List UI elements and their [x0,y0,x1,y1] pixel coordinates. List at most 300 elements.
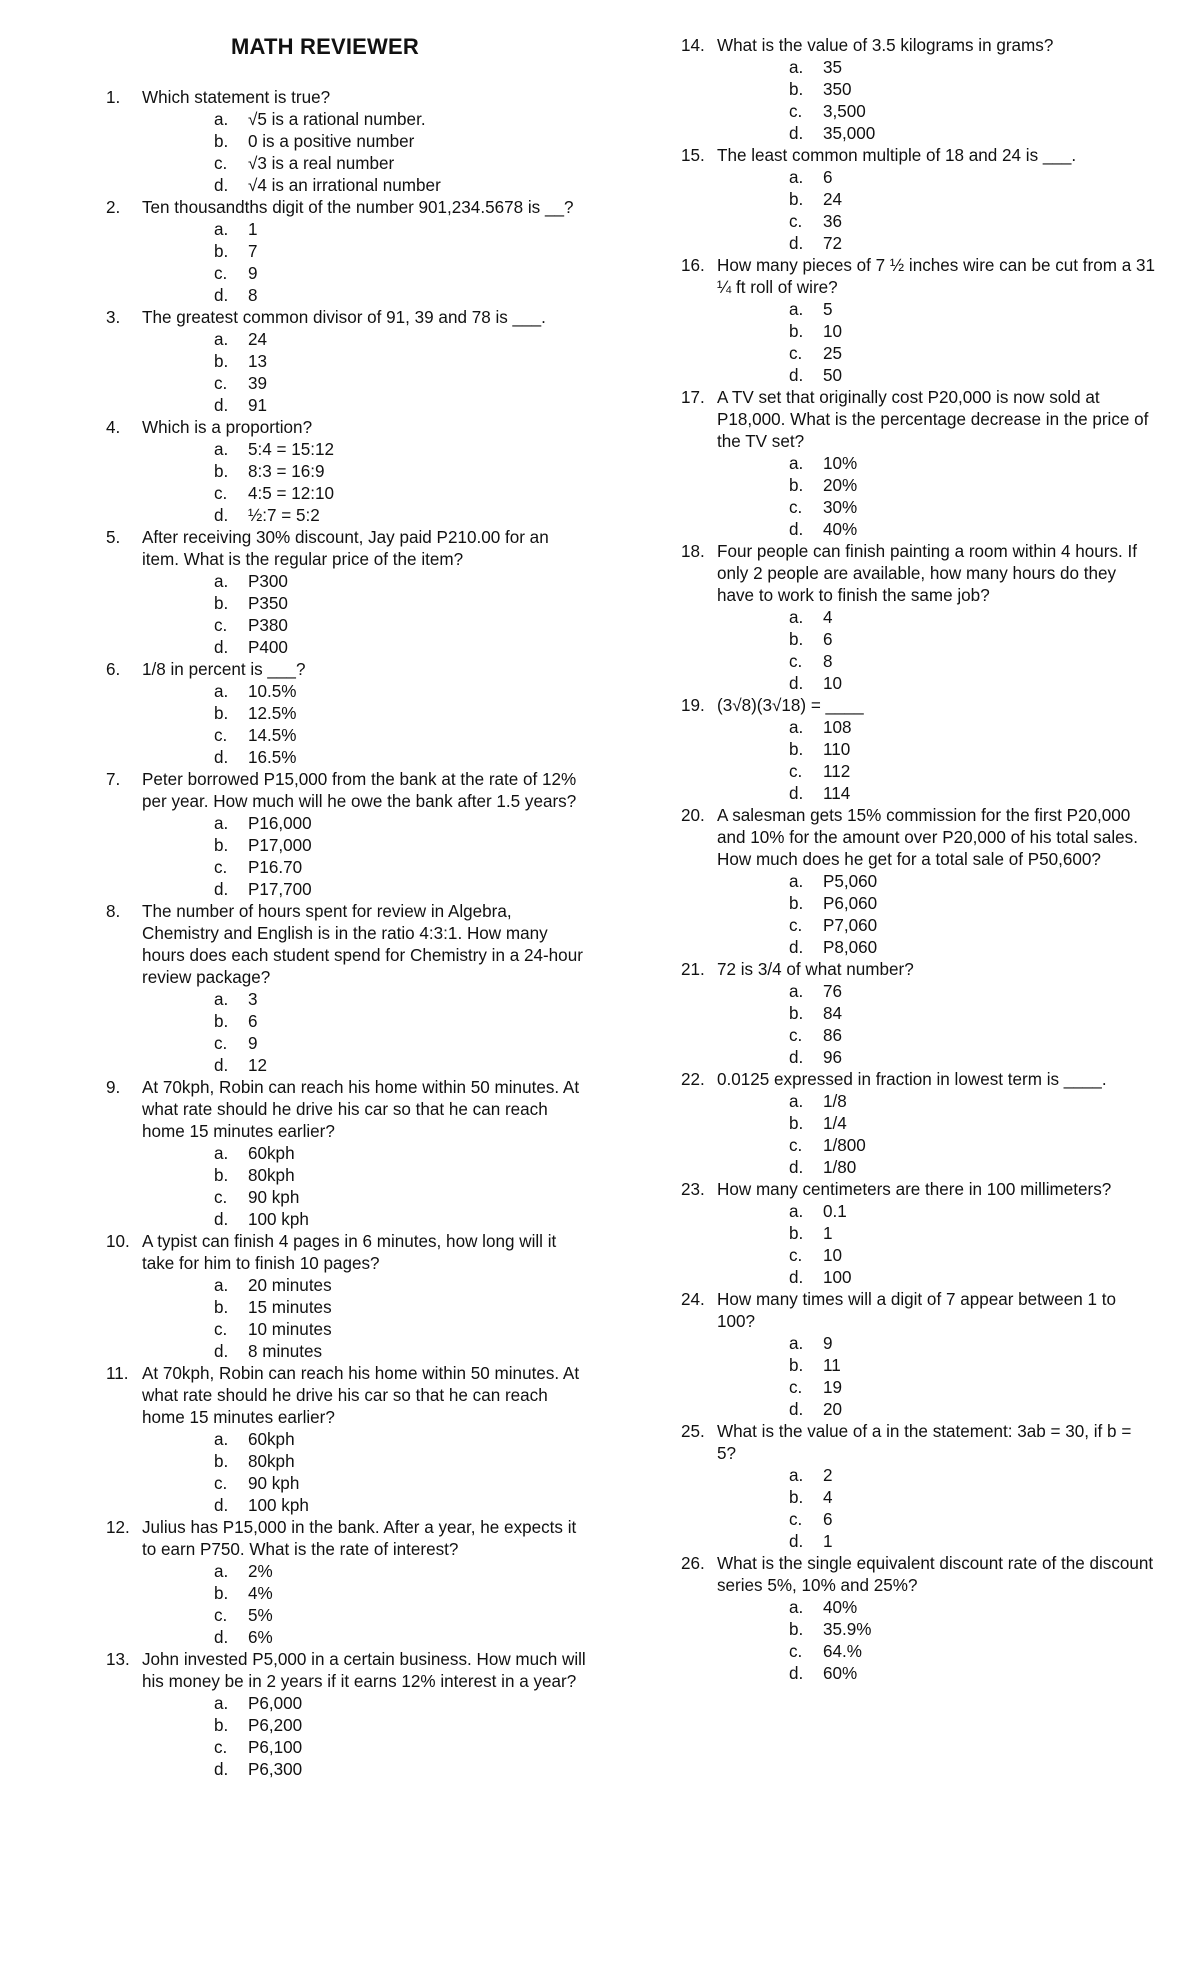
answer-option [717,453,1155,475]
question-item [681,1069,1155,1179]
option-text: 1/4 [823,1114,847,1133]
answer-option [142,1627,590,1649]
answer-option [142,131,590,153]
option-letter: a. [789,1092,804,1111]
option-letter: b. [214,132,229,151]
answer-option [717,673,1155,695]
answer-option [142,1319,590,1341]
option-text: P6,200 [248,1716,303,1735]
option-letter: d. [214,1056,229,1075]
answer-options [717,299,1155,387]
question-text: Peter borrowed P15,000 from the bank at the rate of 12% per year. How much will he owe the bank after 1.5 years? [142,770,577,811]
option-text: 1 [823,1532,833,1551]
question-text: A salesman gets 15% commission for the first P20,000 and 10% for the amount over P20,000 of his total sales. How much does he get for a total sale of P50,600? [717,806,1138,869]
option-letter: d. [789,1158,804,1177]
option-text: 60kph [248,1430,295,1449]
option-text: P350 [248,594,288,613]
question-text: (3√8)(3√18) = ____ [717,696,864,715]
option-letter: b. [789,630,804,649]
question-number: 5. [106,528,121,547]
option-text: 5% [248,1606,273,1625]
option-letter: c. [789,762,803,781]
option-letter: c. [214,1738,228,1757]
answer-options [717,1597,1155,1685]
option-text: √5 is a rational number. [248,110,426,129]
question-text: Ten thousandths digit of the number 901,234.5678 is __? [142,198,574,217]
answer-option [142,1165,590,1187]
answer-options [717,1333,1155,1421]
answer-option [142,835,590,857]
option-letter: b. [789,1488,804,1507]
option-letter: b. [789,894,804,913]
option-letter: c. [214,858,228,877]
option-letter: a. [789,300,804,319]
answer-option [717,1399,1155,1421]
answer-option [142,1143,590,1165]
option-letter: c. [214,1606,228,1625]
option-letter: b. [789,190,804,209]
option-letter: c. [789,1378,803,1397]
question-item [681,805,1155,959]
answer-option [717,1201,1155,1223]
question-text: At 70kph, Robin can reach his home within 50 minutes. At what rate should he drive his car so that he can reach home 15 minutes earlier? [142,1078,580,1141]
option-text: P16.70 [248,858,303,877]
answer-option [142,637,590,659]
question-item [106,1363,590,1517]
option-letter: d. [789,234,804,253]
option-text: 24 [823,190,843,209]
question-item [106,197,590,307]
option-letter: b. [789,1004,804,1023]
answer-option [717,167,1155,189]
option-text: 5:4 = 15:12 [248,440,335,459]
question-number: 10. [106,1232,130,1251]
option-text: P7,060 [823,916,878,935]
question-number: 20. [681,806,705,825]
answer-options [717,453,1155,541]
option-letter: b. [789,322,804,341]
answer-option [142,351,590,373]
option-letter: d. [789,1048,804,1067]
answer-options [717,167,1155,255]
option-text: 8 [248,286,258,305]
answer-option [142,1341,590,1363]
answer-options [717,57,1155,145]
option-letter: d. [214,176,229,195]
option-letter: b. [214,242,229,261]
answer-options [717,981,1155,1069]
question-number: 22. [681,1070,705,1089]
option-letter: d. [789,520,804,539]
answer-option [717,1223,1155,1245]
question-text: 0.0125 expressed in fraction in lowest term is ____. [717,1070,1107,1089]
option-text: 9 [248,264,258,283]
answer-option [717,1619,1155,1641]
option-text: 25 [823,344,843,363]
question-text: Julius has P15,000 in the bank. After a year, he expects it to earn P750. What is the rate of interest? [142,1518,577,1559]
answer-options [142,813,590,901]
answer-option [717,321,1155,343]
option-letter: d. [789,366,804,385]
question-item [681,1421,1155,1553]
answer-option [717,981,1155,1003]
option-letter: a. [214,1276,229,1295]
answer-option [142,373,590,395]
option-letter: b. [789,1114,804,1133]
answer-option [142,1451,590,1473]
answer-option [717,497,1155,519]
question-item [681,959,1155,1069]
option-letter: b. [214,594,229,613]
option-letter: c. [789,1136,803,1155]
question-item [106,1231,590,1363]
option-letter: a. [789,1202,804,1221]
answer-option [142,109,590,131]
option-text: 1/8 [823,1092,847,1111]
question-text: What is the single equivalent discount rate of the discount series 5%, 10% and 25%? [717,1554,1154,1595]
answer-option [142,1187,590,1209]
answer-option [717,211,1155,233]
option-letter: d. [789,674,804,693]
answer-option [142,483,590,505]
option-text: 100 [823,1268,852,1287]
answer-option [142,1605,590,1627]
answer-options [142,109,590,197]
answer-option [142,747,590,769]
answer-option [717,1641,1155,1663]
question-text: What is the value of a in the statement: 3ab = 30, if b = 5? [717,1422,1132,1463]
option-text: 30% [823,498,858,517]
answer-option [142,1209,590,1231]
option-letter: d. [214,1496,229,1515]
option-letter: c. [214,1474,228,1493]
option-text: P6,300 [248,1760,303,1779]
question-number: 12. [106,1518,130,1537]
answer-option [717,343,1155,365]
option-text: 114 [823,784,851,803]
option-letter: a. [214,990,229,1009]
option-text: 1/800 [823,1136,866,1155]
option-letter: a. [214,440,229,459]
option-letter: a. [789,608,804,627]
answer-options [717,1465,1155,1553]
option-text: 1 [823,1224,833,1243]
answer-option [717,1333,1155,1355]
option-letter: b. [214,1716,229,1735]
answer-option [717,915,1155,937]
option-letter: b. [214,352,229,371]
answer-option [142,593,590,615]
answer-options [717,607,1155,695]
option-letter: a. [214,1144,229,1163]
option-letter: d. [214,1210,229,1229]
answer-options [142,1561,590,1649]
option-letter: a. [789,454,804,473]
option-letter: c. [789,212,803,231]
question-number: 3. [106,308,121,327]
answer-option [142,1693,590,1715]
question-number: 15. [681,146,705,165]
option-letter: d. [214,286,229,305]
option-text: 0.1 [823,1202,847,1221]
option-text: 9 [248,1034,258,1053]
option-text: 60% [823,1664,858,1683]
option-letter: b. [789,1356,804,1375]
question-text: How many times will a digit of 7 appear between 1 to 100? [717,1290,1117,1331]
answer-option [142,989,590,1011]
answer-option [717,79,1155,101]
answer-option [717,783,1155,805]
option-text: P5,060 [823,872,878,891]
question-number: 21. [681,960,705,979]
option-text: 2% [248,1562,273,1581]
question-text: 1/8 in percent is ___? [142,660,306,679]
answer-option [717,1355,1155,1377]
question-item [106,527,590,659]
option-text: 8 [823,652,833,671]
answer-option [142,813,590,835]
question-number: 8. [106,902,121,921]
option-text: P300 [248,572,288,591]
answer-option [717,937,1155,959]
option-letter: a. [214,330,229,349]
option-letter: d. [214,638,229,657]
option-text: 15 minutes [248,1298,332,1317]
option-letter: c. [789,102,803,121]
right-column [681,35,1155,1685]
question-item [681,35,1155,145]
option-text: P6,060 [823,894,878,913]
option-letter: a. [214,682,229,701]
option-text: √4 is an irrational number [248,176,441,195]
answer-option [717,1487,1155,1509]
option-letter: c. [214,264,228,283]
answer-option [717,1047,1155,1069]
option-letter: b. [789,740,804,759]
option-letter: c. [789,652,803,671]
answer-options [142,1693,590,1781]
option-text: 24 [248,330,268,349]
question-item [106,417,590,527]
answer-option [717,101,1155,123]
option-letter: d. [214,1342,229,1361]
option-letter: c. [214,1320,228,1339]
option-letter: c. [789,1510,803,1529]
option-letter: c. [214,616,228,635]
option-letter: d. [214,880,229,899]
answer-option [717,475,1155,497]
answer-option [142,1495,590,1517]
option-text: 90 kph [248,1474,300,1493]
question-item [106,1649,590,1781]
answer-option [142,1759,590,1781]
option-text: 80kph [248,1452,295,1471]
option-text: 39 [248,374,268,393]
answer-option [717,1157,1155,1179]
answer-options [717,1201,1155,1289]
question-number: 25. [681,1422,705,1441]
question-number: 4. [106,418,121,437]
option-text: 1 [248,220,258,239]
option-letter: a. [789,1334,804,1353]
question-item [106,87,590,197]
answer-option [142,1297,590,1319]
option-text: P380 [248,616,288,635]
question-number: 13. [106,1650,130,1669]
option-text: 35,000 [823,124,876,143]
answer-option [142,857,590,879]
option-letter: c. [214,154,228,173]
option-text: P400 [248,638,288,657]
option-text: 35.9% [823,1620,872,1639]
answer-option [142,285,590,307]
option-letter: b. [789,1620,804,1639]
option-letter: b. [214,836,229,855]
option-letter: a. [214,220,229,239]
option-letter: c. [789,498,803,517]
answer-option [717,717,1155,739]
answer-options [142,1275,590,1363]
answer-option [142,263,590,285]
answer-option [717,1663,1155,1685]
answer-option [142,241,590,263]
question-text: A TV set that originally cost P20,000 is now sold at P18,000. What is the percentage decrease in the price of the TV set? [717,388,1149,451]
option-text: 86 [823,1026,843,1045]
question-text: Four people can finish painting a room within 4 hours. If only 2 people are available, how many hours do they have to work to finish the same job? [717,542,1137,605]
option-text: P6,000 [248,1694,303,1713]
answer-option [142,219,590,241]
answer-option [142,1715,590,1737]
option-text: 4:5 = 12:10 [248,484,335,503]
answer-option [142,1561,590,1583]
answer-option [717,189,1155,211]
answer-option [717,123,1155,145]
option-text: 96 [823,1048,843,1067]
option-letter: c. [214,374,228,393]
question-number: 17. [681,388,705,407]
option-letter: d. [789,1664,804,1683]
option-letter: c. [789,1026,803,1045]
option-letter: a. [789,1466,804,1485]
option-text: 0 is a positive number [248,132,415,151]
question-text: What is the value of 3.5 kilograms in grams? [717,36,1054,55]
option-text: 6 [248,1012,258,1031]
question-item [681,1553,1155,1685]
question-text: At 70kph, Robin can reach his home within 50 minutes. At what rate should he drive his car so that he can reach home 15 minutes earlier? [142,1364,580,1427]
option-text: 35 [823,58,843,77]
option-text: ½:7 = 5:2 [248,506,320,525]
option-text: 10.5% [248,682,297,701]
option-letter: c. [214,484,228,503]
option-text: 3,500 [823,102,866,121]
question-text: A typist can finish 4 pages in 6 minutes, how long will it take for him to finish 10 pages? [142,1232,557,1273]
question-item [681,541,1155,695]
answer-options [142,1143,590,1231]
answer-option [717,1245,1155,1267]
question-text: After receiving 30% discount, Jay paid P210.00 for an item. What is the regular price of the item? [142,528,549,569]
question-number: 6. [106,660,121,679]
answer-option [142,175,590,197]
option-letter: b. [214,1452,229,1471]
answer-option [717,1377,1155,1399]
option-text: 20% [823,476,858,495]
option-letter: b. [789,1224,804,1243]
answer-option [717,1091,1155,1113]
option-text: 91 [248,396,268,415]
option-letter: d. [214,748,229,767]
option-letter: a. [789,982,804,1001]
answer-option [142,329,590,351]
option-letter: d. [789,124,804,143]
option-letter: a. [789,58,804,77]
option-text: 1/80 [823,1158,857,1177]
option-text: 4 [823,608,833,627]
option-text: 100 kph [248,1210,309,1229]
answer-options [142,681,590,769]
option-text: 4% [248,1584,273,1603]
answer-option [142,439,590,461]
option-text: 76 [823,982,843,1001]
answer-option [717,1531,1155,1553]
option-letter: c. [789,1246,803,1265]
option-text: 20 minutes [248,1276,332,1295]
question-text: The least common multiple of 18 and 24 is ___. [717,146,1077,165]
question-text: The number of hours spent for review in Algebra, Chemistry and English is in the ratio 4:3:1. How many hours does each student spend for Chemistry in a 24-hour review package? [142,902,583,987]
option-text: 10 minutes [248,1320,332,1339]
option-letter: d. [214,506,229,525]
answer-option [142,725,590,747]
option-text: P17,700 [248,880,312,899]
option-text: 64.% [823,1642,862,1661]
question-item [106,1077,590,1231]
answer-option [142,681,590,703]
question-item [106,901,590,1077]
answer-option [142,1429,590,1451]
option-text: 12 [248,1056,268,1075]
option-text: P8,060 [823,938,878,957]
option-text: 8 minutes [248,1342,323,1361]
question-text: Which statement is true? [142,88,331,107]
question-number: 18. [681,542,705,561]
answer-option [717,57,1155,79]
option-letter: a. [789,718,804,737]
option-letter: a. [214,1430,229,1449]
question-text: Which is a proportion? [142,418,313,437]
option-text: 6 [823,168,833,187]
answer-option [717,1509,1155,1531]
answer-option [717,1025,1155,1047]
answer-options [142,219,590,307]
question-item [681,145,1155,255]
answer-options [142,1429,590,1517]
option-text: 8:3 = 16:9 [248,462,325,481]
option-text: 9 [823,1334,833,1353]
option-letter: c. [214,1034,228,1053]
option-text: 350 [823,80,852,99]
question-number: 9. [106,1078,121,1097]
option-text: P6,100 [248,1738,303,1757]
option-text: 20 [823,1400,843,1419]
option-text: 84 [823,1004,843,1023]
question-number: 1. [106,88,121,107]
option-text: 14.5% [248,726,297,745]
option-text: 10 [823,1246,843,1265]
question-number: 16. [681,256,705,275]
question-item [681,387,1155,541]
answer-options [142,571,590,659]
question-text: 72 is 3/4 of what number? [717,960,914,979]
answer-options [717,871,1155,959]
